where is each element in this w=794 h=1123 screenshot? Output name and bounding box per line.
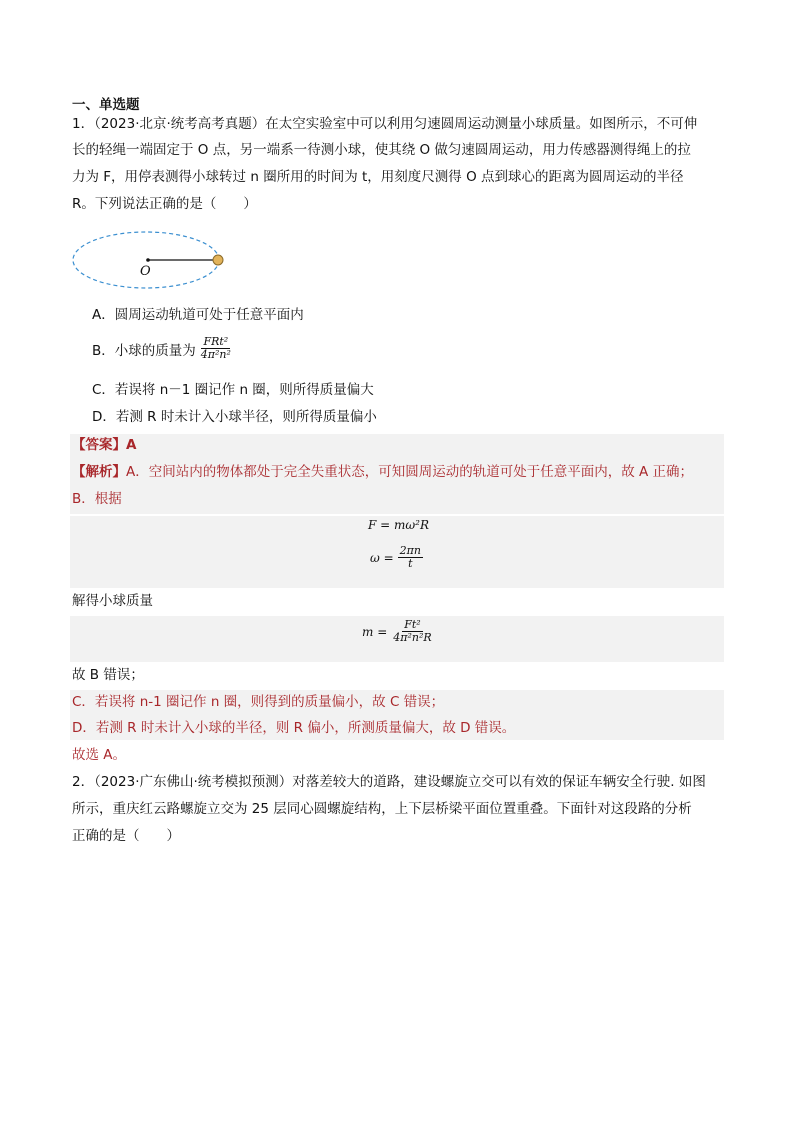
option-a: A．圆周运动轨道可处于任意平面内 bbox=[92, 307, 304, 323]
option-b-denominator: 4π²n² bbox=[200, 348, 231, 361]
point-o-label: O bbox=[140, 264, 151, 279]
analysis-a-text: A．空间站内的物体都处于完全失重状态，可知圆周运动的轨道可处于任意平面内，故 A 正确； bbox=[126, 464, 694, 480]
ball bbox=[213, 255, 223, 265]
q1-line-4: R。下列说法正确的是（ ） bbox=[72, 196, 257, 212]
circular-motion-figure bbox=[70, 222, 230, 292]
q1-line-1: 1．（2023·北京·统考高考真题）在太空实验室中可以利用匀速圆周运动测量小球质量。如图所示，不可伸 bbox=[72, 116, 698, 132]
equation-omega-fraction bbox=[398, 545, 423, 570]
equation-omega-denominator: t bbox=[408, 557, 413, 570]
b-wrong-line: 故 B 错误； bbox=[72, 667, 144, 683]
q1-line-2: 长的轻绳一端固定于 O 点，另一端系一待测小球，使其绕 O 做匀速圆周运动，用力传感器测得绳上的拉 bbox=[72, 142, 691, 158]
option-b-fraction bbox=[199, 336, 233, 361]
equation-omega bbox=[370, 545, 423, 570]
choose-line: 故选 A。 bbox=[72, 747, 127, 763]
equation-mass-left: m = bbox=[362, 624, 388, 639]
option-b bbox=[92, 336, 233, 361]
option-d: D．若测 R 时未计入小球半径，则所得质量偏小 bbox=[92, 409, 377, 425]
equation-omega-left: ω = bbox=[370, 550, 394, 565]
analysis-line-2: B．根据 bbox=[72, 491, 122, 507]
q1-line-3: 力为 F，用停表测得小球转过 n 圈所用的时间为 t，用刻度尺测得 O 点到球心的距离为圆周运动的半径 bbox=[72, 169, 684, 185]
option-b-numerator: FRt² bbox=[203, 335, 229, 348]
q2-line-1: 2．（2023·广东佛山·统考模拟预测）对落差较大的道路，建设螺旋立交可以有效的保证车辆安全行驶. 如图 bbox=[72, 774, 706, 790]
q2-line-2: 所示，重庆红云路螺旋立交为 25 层同心圆螺旋结构，上下层桥梁平面位置重叠。下面针对这段路的分析 bbox=[72, 801, 692, 817]
analysis-label: 【解析】 bbox=[72, 464, 126, 480]
center-point bbox=[146, 258, 150, 262]
option-b-text: B．小球的质量为 bbox=[92, 342, 196, 359]
equation-omega-numerator: 2πn bbox=[399, 544, 421, 557]
equation-mass bbox=[362, 619, 434, 644]
c-analysis-line: C．若误将 n-1 圈记作 n 圈，则得到的质量偏小，故 C 错误； bbox=[72, 694, 445, 710]
option-c: C．若误将 n－1 圈记作 n 圈，则所得质量偏大 bbox=[92, 382, 374, 398]
analysis-line-1 bbox=[72, 461, 693, 483]
section-heading: 一、单选题 bbox=[72, 97, 140, 113]
q2-line-3: 正确的是（ ） bbox=[72, 828, 180, 844]
equation-mass-fraction bbox=[391, 619, 433, 644]
equation-mass-numerator: Ft² bbox=[404, 618, 421, 631]
answer-line: 【答案】A bbox=[72, 437, 137, 453]
solve-line: 解得小球质量 bbox=[72, 593, 153, 609]
equation-mass-denominator: 4π²n²R bbox=[393, 631, 432, 644]
d-analysis-line: D．若测 R 时未计入小球的半径，则 R 偏小，所测质量偏大，故 D 错误。 bbox=[72, 720, 516, 736]
equation-force: F = mω²R bbox=[368, 518, 430, 532]
